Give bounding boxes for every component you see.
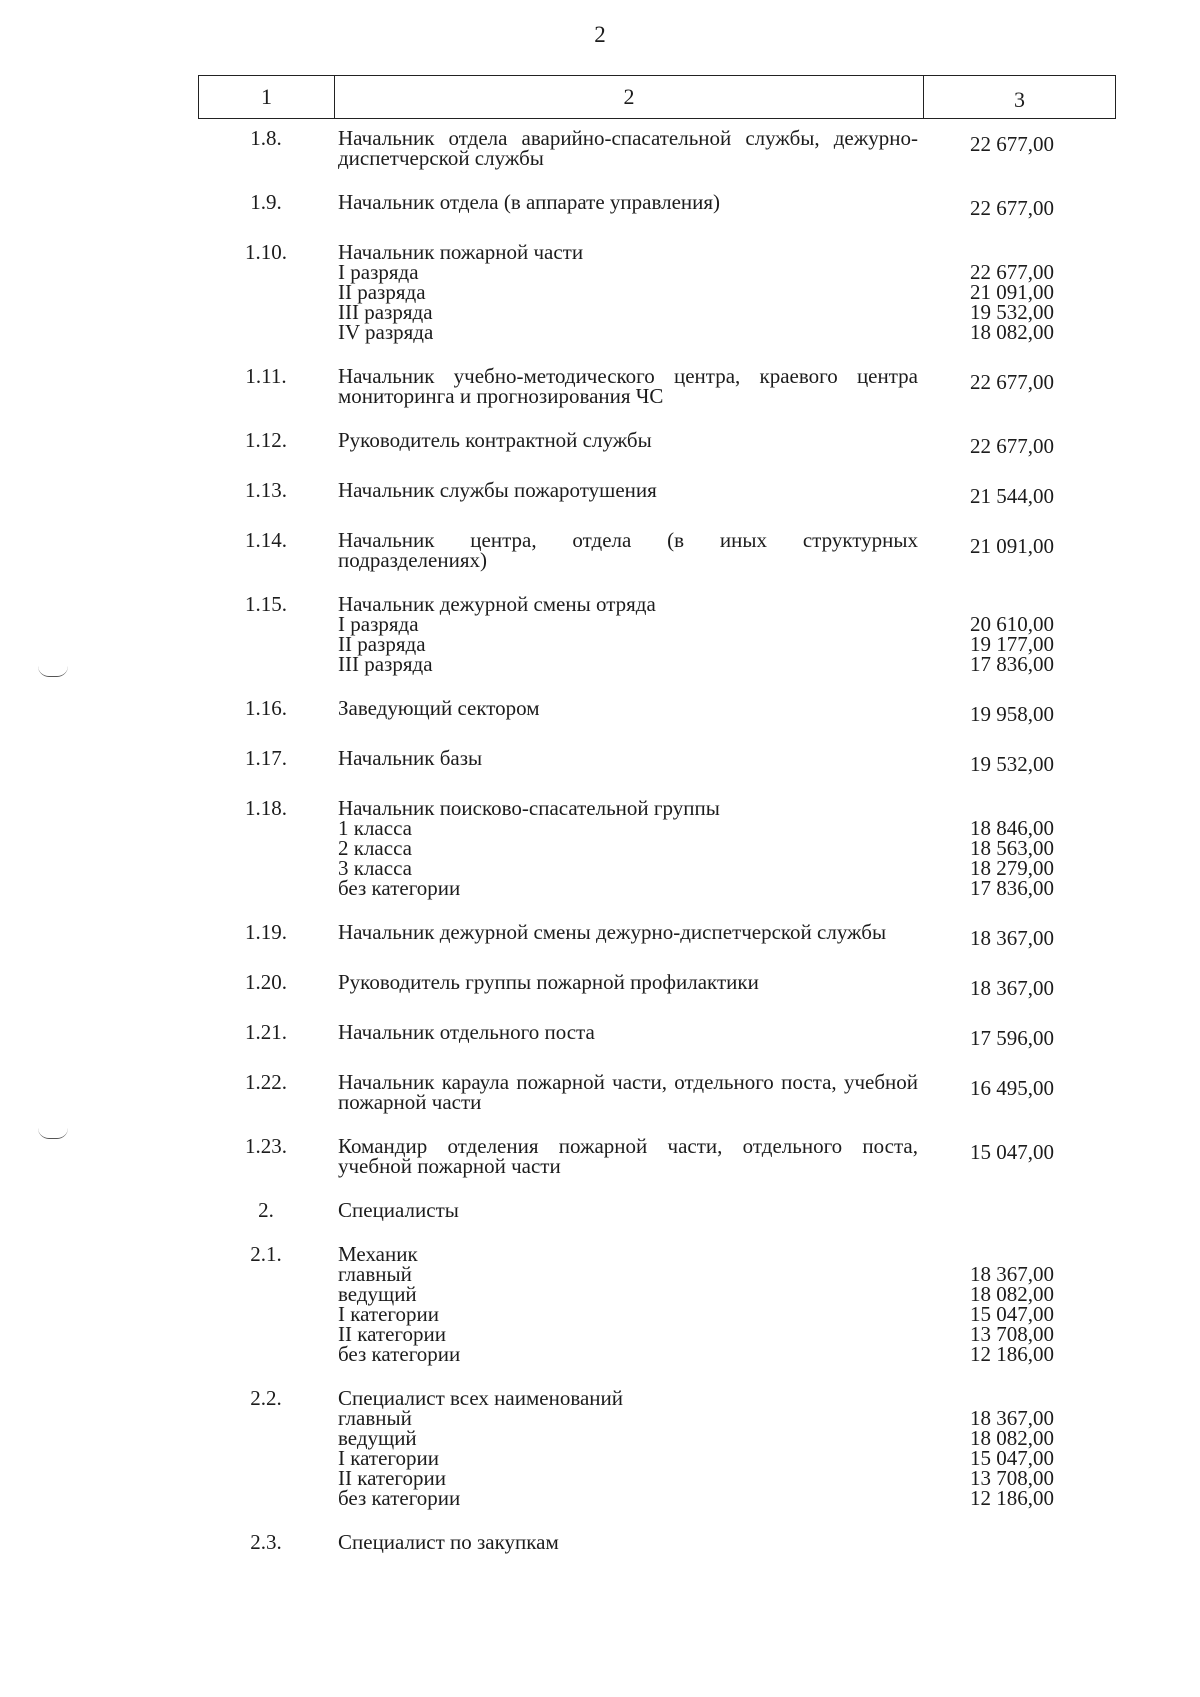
position-title: Начальник караула пожарной части, отдельного поста, учебной пожарной части [338,1070,918,1114]
row-title-cell [338,480,918,506]
row-value-cell [970,1072,1110,1112]
sub-item-label: главный [338,1406,412,1430]
sub-item-label: II разряда [338,280,426,304]
sub-item-label: без категории [338,1342,461,1366]
sub-item-label: без категории [338,876,461,900]
salary-value: 17 596,00 [970,1026,1054,1050]
table-row [0,242,1200,342]
table-row [0,1388,1200,1508]
row-value-cell [970,1532,1110,1552]
row-title-cell [338,1388,918,1508]
salary-value: 18 563,00 [970,836,1054,860]
table-row [0,366,1200,406]
salary-value: 21 091,00 [970,280,1054,304]
table-row [0,922,1200,948]
position-title: Специалисты [338,1198,459,1222]
row-value-cell [970,242,1110,342]
salary-value: 19 532,00 [970,300,1054,324]
salary-value: 18 082,00 [970,1282,1054,1306]
row-value-cell [970,748,1110,774]
salary-value: 22 677,00 [970,434,1054,458]
position-title: Руководитель контрактной службы [338,428,652,452]
row-number: 1.19. [245,920,287,944]
sub-item-label: 2 класса [338,836,412,860]
position-title: Начальник учебно-методического центра, краевого центра мониторинга и прогнозирования ЧС [338,364,918,408]
sub-item-label: II категории [338,1322,446,1346]
sub-item-label: ведущий [338,1426,417,1450]
sub-item-label: без категории [338,1486,461,1510]
table-row [0,748,1200,774]
salary-value: 16 495,00 [970,1076,1054,1100]
row-title-cell [338,242,918,342]
table-row [0,594,1200,674]
table-row [0,1244,1200,1364]
salary-value: 18 082,00 [970,1426,1054,1450]
position-title: Начальник пожарной части [338,240,584,264]
salary-table-body [0,128,1200,1576]
row-title-cell [338,748,918,774]
sub-item-label: I разряда [338,260,419,284]
row-value-cell [970,192,1110,218]
salary-value: 21 091,00 [970,534,1054,558]
row-number: 1.20. [245,970,287,994]
table-row [0,698,1200,724]
sub-item-label: I разряда [338,612,419,636]
header-col-1: 1 [199,76,335,118]
position-title: Начальник базы [338,746,483,770]
row-value-cell [970,698,1110,724]
sub-item-label: III разряда [338,300,433,324]
sub-item-label: II категории [338,1466,446,1490]
row-value-cell [970,430,1110,456]
row-value-cell [970,972,1110,998]
salary-value: 17 836,00 [970,652,1054,676]
position-title: Начальник отдельного поста [338,1020,595,1044]
row-title-cell [338,698,918,724]
row-title-cell [338,530,918,570]
position-title: Специалист по закупкам [338,1530,559,1554]
position-title: Начальник службы пожаротушения [338,478,657,502]
salary-value: 22 677,00 [970,196,1054,220]
row-number: 1.21. [245,1020,287,1044]
position-title: Механик [338,1242,418,1266]
position-title: Заведующий сектором [338,696,540,720]
position-title: Руководитель группы пожарной профилактики [338,970,759,994]
salary-value: 18 367,00 [970,1406,1054,1430]
sub-item-label: 3 класса [338,856,412,880]
position-title: Специалист всех наименований [338,1386,623,1410]
table-row [0,1532,1200,1552]
salary-value: 13 708,00 [970,1466,1054,1490]
salary-value: 15 047,00 [970,1446,1054,1470]
salary-value: 18 367,00 [970,926,1054,950]
row-title-cell [338,366,918,406]
salary-value: 12 186,00 [970,1486,1054,1510]
table-row [0,798,1200,898]
row-number: 2.2. [250,1386,282,1410]
row-number: 1.23. [245,1134,287,1158]
table-row [0,128,1200,168]
row-number: 1.9. [250,190,282,214]
row-value-cell [970,1136,1110,1176]
salary-value: 22 677,00 [970,132,1054,156]
row-number: 1.13. [245,478,287,502]
row-number: 1.16. [245,696,287,720]
row-title-cell [338,1022,918,1048]
row-value-cell [970,366,1110,406]
salary-value: 18 367,00 [970,976,1054,1000]
table-row [0,972,1200,998]
sub-item-label: ведущий [338,1282,417,1306]
row-title-cell [338,1244,918,1364]
row-number: 2. [258,1198,274,1222]
row-number: 2.1. [250,1242,282,1266]
row-value-cell [970,1022,1110,1048]
salary-value: 18 279,00 [970,856,1054,880]
row-title-cell [338,972,918,998]
position-title: Начальник поисково-спасательной группы [338,796,720,820]
salary-value: 15 047,00 [970,1302,1054,1326]
row-title-cell [338,922,918,948]
salary-value: 17 836,00 [970,876,1054,900]
salary-value: 18 082,00 [970,320,1054,344]
table-row [0,1072,1200,1112]
salary-value: 19 958,00 [970,702,1054,726]
table-row [0,480,1200,506]
row-number: 1.15. [245,592,287,616]
salary-value: 15 047,00 [970,1140,1054,1164]
row-title-cell [338,1136,918,1176]
row-title-cell [338,1532,918,1552]
row-number: 2.3. [250,1530,282,1554]
table-row [0,530,1200,570]
salary-value: 13 708,00 [970,1322,1054,1346]
table-row [0,192,1200,218]
table-row [0,1022,1200,1048]
row-title-cell [338,1200,918,1220]
sub-item-label: I категории [338,1302,439,1326]
row-value-cell [970,530,1110,570]
row-value-cell [970,1200,1110,1220]
sub-item-label: III разряда [338,652,433,676]
table-row [0,1200,1200,1220]
row-value-cell [970,922,1110,948]
row-title-cell [338,1072,918,1112]
row-number: 1.17. [245,746,287,770]
salary-value: 20 610,00 [970,612,1054,636]
table-row [0,430,1200,456]
salary-value: 22 677,00 [970,260,1054,284]
row-value-cell [970,128,1110,168]
sub-item-label: II разряда [338,632,426,656]
row-number: 1.11. [245,364,287,388]
sub-item-label: I категории [338,1446,439,1470]
row-number: 1.12. [245,428,287,452]
position-title: Начальник дежурной смены дежурно-диспетчерской службы [338,920,887,944]
position-title: Начальник центра, отдела (в иных структурных подразделениях) [338,528,918,572]
row-number: 1.8. [250,126,282,150]
row-title-cell [338,128,918,168]
table-header [198,75,1116,119]
position-title: Начальник отдела (в аппарате управления) [338,190,721,214]
salary-value: 21 544,00 [970,484,1054,508]
row-title-cell [338,430,918,456]
header-col-2: 2 [335,76,924,118]
sub-item-label: 1 класса [338,816,412,840]
sub-item-label: главный [338,1262,412,1286]
row-value-cell [970,594,1110,674]
salary-value: 19 532,00 [970,752,1054,776]
position-title: Начальник дежурной смены отряда [338,592,656,616]
row-number: 1.14. [245,528,287,552]
salary-value: 22 677,00 [970,370,1054,394]
position-title: Командир отделения пожарной части, отдельного поста, учебной пожарной части [338,1134,918,1178]
sub-item-label: IV разряда [338,320,434,344]
row-value-cell [970,798,1110,898]
row-title-cell [338,798,918,898]
page-number: 2 [594,22,606,47]
row-number: 1.22. [245,1070,287,1094]
table-row [0,1136,1200,1176]
row-value-cell [970,480,1110,506]
salary-value: 18 367,00 [970,1262,1054,1286]
row-title-cell [338,192,918,218]
row-value-cell [970,1244,1110,1364]
row-title-cell [338,594,918,674]
salary-value: 19 177,00 [970,632,1054,656]
header-col-3: 3 [1014,87,1025,112]
position-title: Начальник отдела аварийно-спасательной службы, дежурно-диспетчерской службы [338,126,918,170]
row-number: 1.18. [245,796,287,820]
salary-value: 18 846,00 [970,816,1054,840]
row-number: 1.10. [245,240,287,264]
salary-value: 12 186,00 [970,1342,1054,1366]
row-value-cell [970,1388,1110,1508]
